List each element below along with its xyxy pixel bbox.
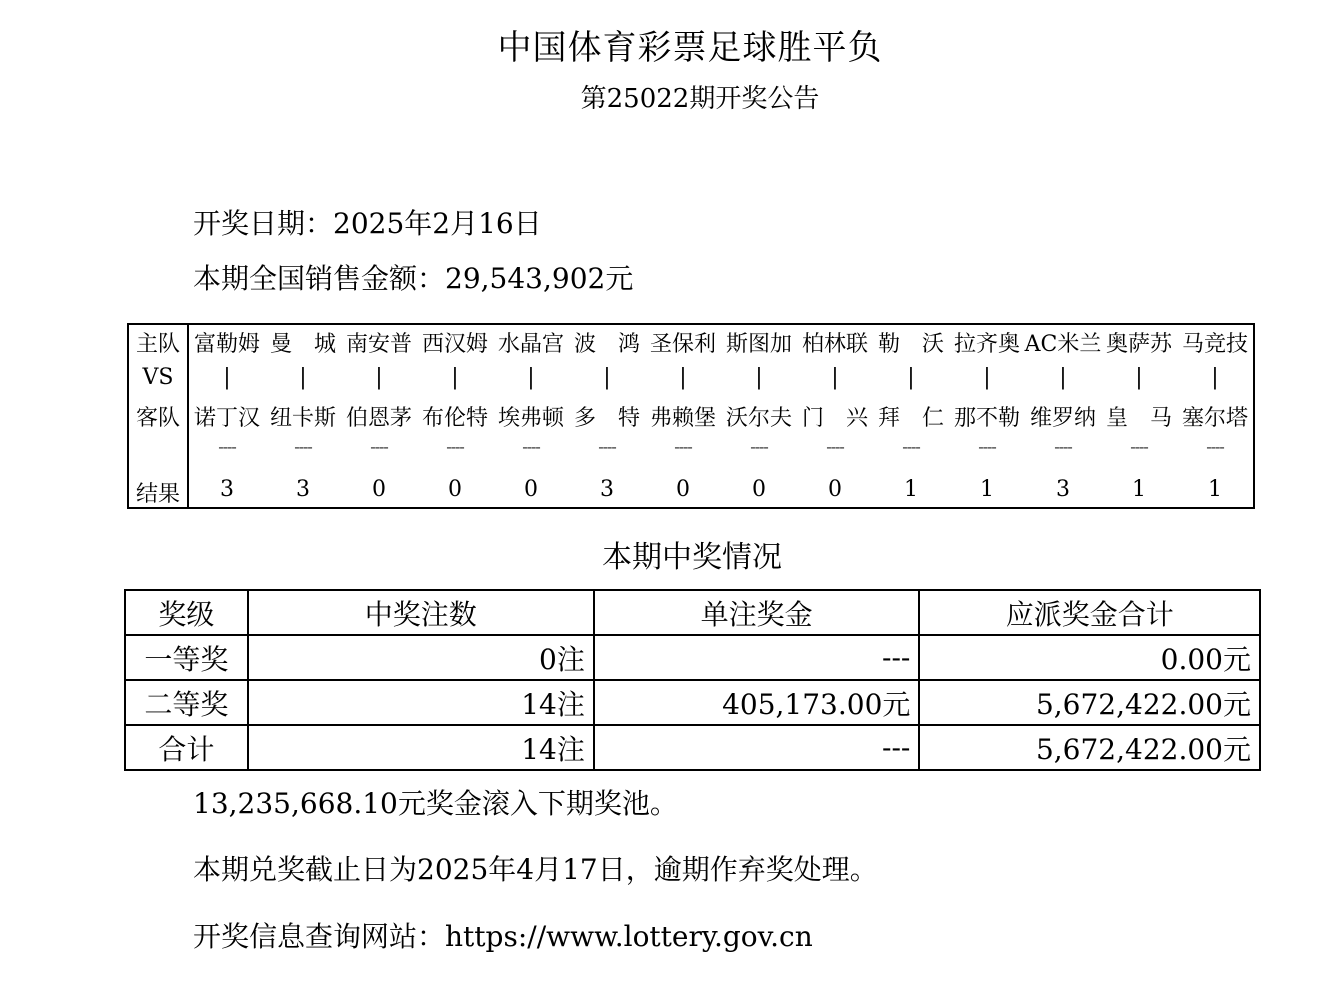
dash-separator: ----: [1206, 437, 1224, 456]
match-column: [417, 325, 493, 507]
away-team: 伯恩茅: [345, 406, 412, 431]
home-team: 圣保利: [649, 332, 716, 357]
away-team: 诺丁汉: [193, 406, 260, 431]
dash-separator: ----: [446, 437, 464, 456]
table-row: [125, 725, 1260, 770]
prize-count: 14注: [248, 680, 594, 725]
vs-divider: |: [375, 365, 383, 390]
match-column: [797, 325, 873, 507]
dash-separator: ----: [370, 437, 388, 456]
away-team: 布伦特: [421, 406, 488, 431]
away-team: 那不勒: [953, 406, 1020, 431]
dash-separator: ----: [826, 437, 844, 456]
match-result: 3: [296, 477, 310, 502]
match-column: [1025, 325, 1101, 507]
home-team: 拉齐奥: [953, 332, 1020, 357]
prize-unit: ---: [594, 635, 920, 680]
vs-divider: |: [603, 365, 611, 390]
vs-divider: |: [679, 365, 687, 390]
header-level: 奖级: [125, 590, 248, 635]
home-team: 柏林联: [801, 332, 868, 357]
header-total: 应派奖金合计: [919, 590, 1260, 635]
prize-level: 一等奖: [125, 635, 248, 680]
dash-separator: ----: [1130, 437, 1148, 456]
prize-unit: 405,173.00元: [594, 680, 920, 725]
dash-separator: ----: [294, 437, 312, 456]
deadline-note: 本期兑奖截止日为2025年4月17日，逾期作弃奖处理。: [193, 853, 878, 886]
vs-divider: |: [223, 365, 231, 390]
match-column: [265, 325, 341, 507]
vs-divider: |: [1059, 365, 1067, 390]
match-result: 1: [1208, 477, 1222, 502]
dash-separator: ----: [750, 437, 768, 456]
sales-amount: 本期全国销售金额：29,543,902元: [193, 262, 634, 295]
prize-unit: ---: [594, 725, 920, 770]
result-label: 结果: [135, 482, 180, 507]
match-column: [569, 325, 645, 507]
home-team: 奥萨苏: [1105, 332, 1172, 357]
away-team: 塞尔塔: [1181, 406, 1248, 431]
vs-label: VS: [142, 365, 174, 390]
match-result: 3: [600, 477, 614, 502]
dash-separator: ----: [1054, 437, 1072, 456]
away-team: 弗赖堡: [649, 406, 716, 431]
away-team: 门 兴: [801, 406, 868, 431]
vs-divider: |: [983, 365, 991, 390]
vs-divider: |: [451, 365, 459, 390]
prize-section-title: 本期中奖情况: [602, 540, 782, 575]
match-column: [873, 325, 949, 507]
away-team: 沃尔夫: [725, 406, 792, 431]
home-team: 斯图加: [725, 332, 792, 357]
prize-level: 合计: [125, 725, 248, 770]
header-unit: 单注奖金: [594, 590, 920, 635]
match-result: 0: [828, 477, 842, 502]
away-team: 埃弗顿: [497, 406, 564, 431]
table-row: [125, 635, 1260, 680]
prize-count: 0注: [248, 635, 594, 680]
page-title: 中国体育彩票足球胜平负: [497, 28, 883, 68]
away-team: 皇 马: [1105, 406, 1172, 431]
vs-divider: |: [1211, 365, 1219, 390]
match-result: 0: [676, 477, 690, 502]
home-label: 主队: [135, 332, 180, 357]
match-result: 1: [904, 477, 918, 502]
matches-grid: [189, 325, 1253, 507]
match-result: 3: [1056, 477, 1070, 502]
home-team: 波 鸿: [573, 332, 640, 357]
issue-subtitle: 第25022期开奖公告: [580, 84, 820, 114]
home-team: 水晶宫: [497, 332, 564, 357]
home-team: 富勒姆: [193, 332, 260, 357]
dash-separator: ----: [218, 437, 236, 456]
away-team: 维罗纳: [1029, 406, 1096, 431]
match-column: [341, 325, 417, 507]
rollover-note: 13,235,668.10元奖金滚入下期奖池。: [193, 787, 678, 820]
dash-separator: ----: [674, 437, 692, 456]
draw-date: 开奖日期：2025年2月16日: [193, 207, 542, 240]
match-result: 1: [980, 477, 994, 502]
home-team: AC米兰: [1024, 332, 1102, 357]
match-column: [645, 325, 721, 507]
match-column: [721, 325, 797, 507]
prize-total: 5,672,422.00元: [919, 725, 1260, 770]
dash-separator: ----: [978, 437, 996, 456]
vs-divider: |: [1135, 365, 1143, 390]
home-team: 曼 城: [269, 332, 336, 357]
vs-divider: |: [907, 365, 915, 390]
matches-row-labels: [129, 325, 189, 507]
vs-divider: |: [527, 365, 535, 390]
matches-table: [127, 323, 1255, 509]
match-column: [189, 325, 265, 507]
match-result: 0: [524, 477, 538, 502]
match-column: [493, 325, 569, 507]
match-column: [1177, 325, 1253, 507]
match-column: [1101, 325, 1177, 507]
vs-divider: |: [299, 365, 307, 390]
vs-divider: |: [755, 365, 763, 390]
vs-divider: |: [831, 365, 839, 390]
home-team: 西汉姆: [421, 332, 488, 357]
home-team: 南安普: [345, 332, 412, 357]
match-column: [949, 325, 1025, 507]
home-team: 马竞技: [1181, 332, 1248, 357]
home-team: 勒 沃: [877, 332, 944, 357]
match-result: 3: [220, 477, 234, 502]
away-team: 纽卡斯: [269, 406, 336, 431]
prize-level: 二等奖: [125, 680, 248, 725]
prize-table: [124, 589, 1261, 771]
dash-separator: ----: [598, 437, 616, 456]
header-count: 中奖注数: [248, 590, 594, 635]
website-note: 开奖信息查询网站：https://www.lottery.gov.cn: [193, 920, 813, 953]
away-team: 拜 仁: [877, 406, 944, 431]
match-result: 1: [1132, 477, 1146, 502]
dash-separator: ----: [522, 437, 540, 456]
match-result: 0: [752, 477, 766, 502]
away-team: 多 特: [573, 406, 640, 431]
table-row: [125, 680, 1260, 725]
dash-separator: ----: [902, 437, 920, 456]
away-label: 客队: [135, 406, 180, 431]
match-result: 0: [372, 477, 386, 502]
prize-header-row: [125, 590, 1260, 635]
prize-total: 0.00元: [919, 635, 1260, 680]
prize-total: 5,672,422.00元: [919, 680, 1260, 725]
prize-count: 14注: [248, 725, 594, 770]
match-result: 0: [448, 477, 462, 502]
